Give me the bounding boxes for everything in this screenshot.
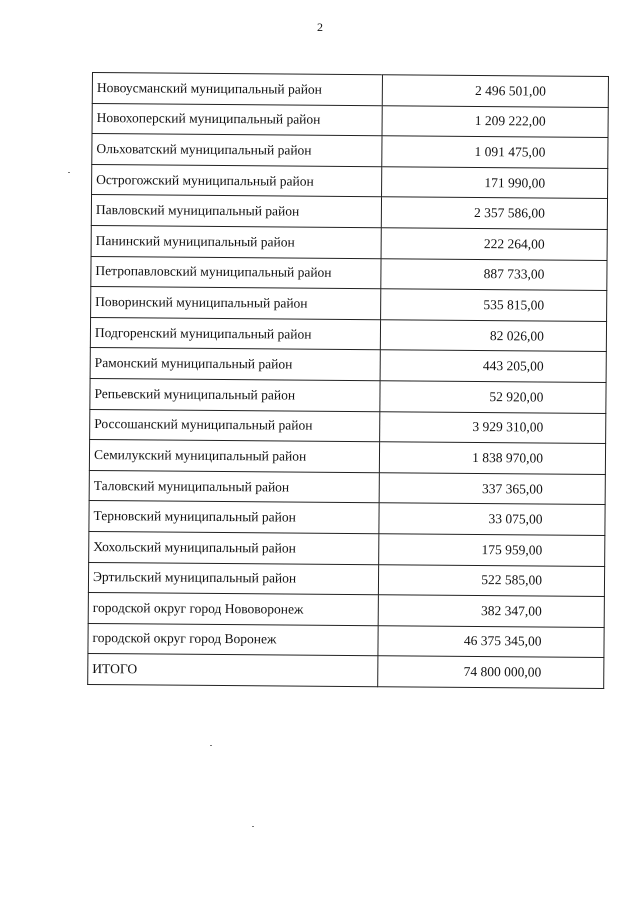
amount-cell: 337 365,00 (379, 472, 605, 504)
amount-cell: 1 209 222,00 (382, 105, 608, 137)
scan-speck (210, 745, 212, 746)
table-row (91, 195, 607, 230)
table-row (89, 531, 605, 566)
amount-cell: 222 264,00 (381, 228, 607, 260)
table-row (90, 348, 606, 383)
table-row (91, 225, 607, 260)
district-name-cell: Хохольский муниципальный район (89, 531, 379, 564)
table-row (89, 501, 605, 536)
amount-cell: 1 091 475,00 (382, 136, 608, 168)
district-name-cell: Рамонский муниципальный район (90, 348, 380, 381)
table-body (88, 73, 609, 689)
district-name-cell: Поворинский муниципальный район (91, 287, 381, 320)
district-name-cell: Россошанский муниципальный район (90, 409, 380, 442)
district-name-cell: Панинский муниципальный район (91, 225, 381, 258)
district-name-cell: Подгоренский муниципальный район (90, 317, 380, 350)
allocation-table (87, 72, 609, 689)
table-row (90, 317, 606, 352)
amount-cell: 443 205,00 (380, 350, 606, 382)
amount-cell: 2 496 501,00 (382, 75, 608, 107)
table-row (90, 409, 606, 444)
amount-cell: 52 920,00 (380, 381, 606, 413)
table-row (92, 73, 608, 108)
page-number: 2 (317, 20, 323, 34)
amount-cell: 46 375 345,00 (378, 625, 604, 657)
total-row (88, 654, 604, 689)
district-name-cell: ИТОГО (88, 654, 378, 687)
district-name-cell: Новоусманский муниципальный район (92, 73, 382, 106)
table-row (90, 378, 606, 413)
table-row (88, 623, 604, 658)
amount-cell: 535 815,00 (381, 289, 607, 321)
amount-cell: 1 838 970,00 (379, 442, 605, 474)
table-row (88, 593, 604, 628)
amount-cell: 171 990,00 (382, 167, 608, 199)
district-name-cell: Ольховатский муниципальный район (92, 134, 382, 167)
table-row (88, 562, 604, 597)
district-name-cell: Терновский муниципальный район (89, 501, 379, 534)
district-name-cell: Петропавловский муниципальный район (91, 256, 381, 289)
amount-cell: 522 585,00 (378, 564, 604, 596)
table-row (91, 256, 607, 291)
amount-cell: 33 075,00 (379, 503, 605, 535)
district-name-cell: Павловский муниципальный район (91, 195, 381, 228)
table-row (91, 287, 607, 322)
table-row (92, 134, 608, 169)
table-row (92, 103, 608, 138)
district-name-cell: городской округ город Воронеж (88, 623, 378, 656)
district-name-cell: Таловский муниципальный район (89, 470, 379, 503)
scan-speck (68, 172, 70, 173)
table-row (89, 470, 605, 505)
district-name-cell: Острогожский муниципальный район (92, 164, 382, 197)
allocation-table-wrapper (87, 72, 608, 689)
district-name-cell: городской округ город Нововоронеж (88, 593, 378, 626)
scan-speck (252, 826, 254, 827)
amount-cell: 74 800 000,00 (378, 656, 604, 688)
district-name-cell: Эртильский муниципальный район (88, 562, 378, 595)
district-name-cell: Репьевский муниципальный район (90, 378, 380, 411)
district-name-cell: Новохоперский муниципальный район (92, 103, 382, 136)
amount-cell: 82 026,00 (380, 320, 606, 352)
table-row (92, 164, 608, 199)
table-row (89, 440, 605, 475)
amount-cell: 2 357 586,00 (381, 197, 607, 229)
amount-cell: 175 959,00 (379, 534, 605, 566)
district-name-cell: Семилукский муниципальный район (89, 440, 379, 473)
amount-cell: 3 929 310,00 (380, 411, 606, 443)
amount-cell: 382 347,00 (378, 595, 604, 627)
amount-cell: 887 733,00 (381, 258, 607, 290)
